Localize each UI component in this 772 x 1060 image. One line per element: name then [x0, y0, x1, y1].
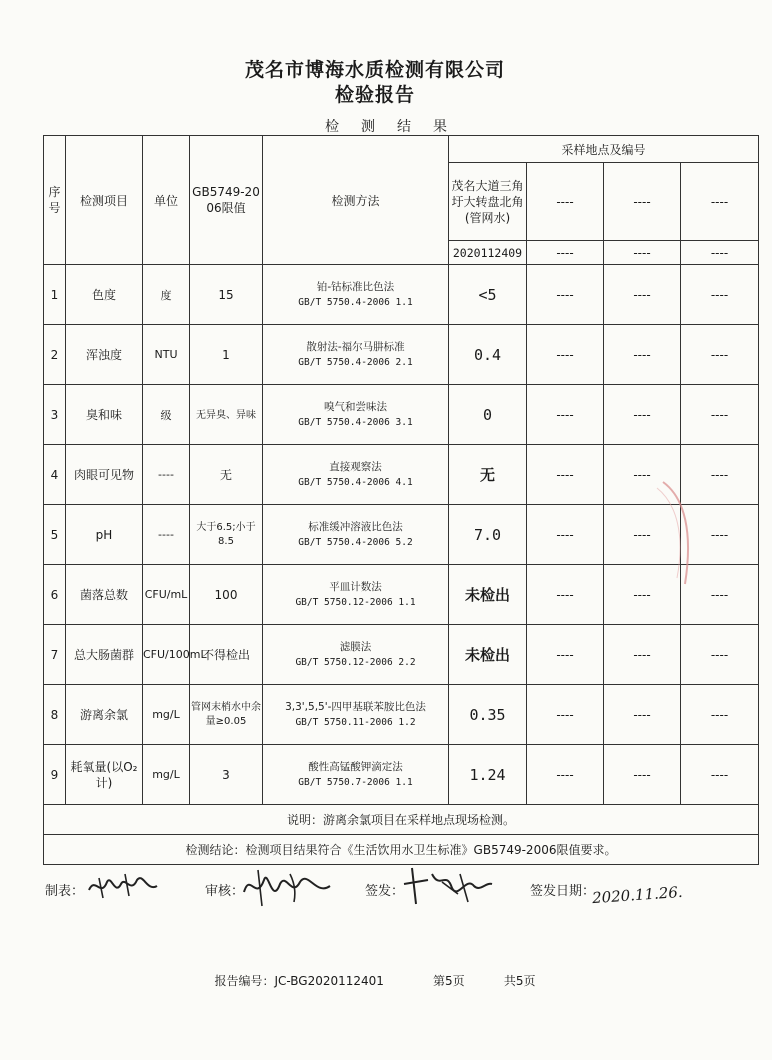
row-method [263, 445, 449, 505]
row-other-result: ---- [681, 505, 759, 565]
row-other-result: ---- [681, 685, 759, 745]
table-row [44, 685, 759, 745]
site-code-1: 2020112409 [449, 241, 527, 265]
row-limit: 100 [190, 565, 263, 625]
table-row [44, 265, 759, 325]
row-other-result: ---- [604, 505, 681, 565]
reviewed-signature [238, 862, 348, 910]
row-result: 0 [449, 385, 527, 445]
row-method [263, 625, 449, 685]
row-other-result: ---- [604, 325, 681, 385]
row-limit: 无异臭、异味 [190, 385, 263, 445]
row-limit: 管网末梢水中余量≥0.05 [190, 685, 263, 745]
row-other-result: ---- [681, 625, 759, 685]
row-result: 未检出 [449, 565, 527, 625]
row-unit: mg/L [143, 685, 190, 745]
col-header-seq: 序号 [44, 136, 66, 265]
row-other-result: ---- [681, 325, 759, 385]
site-code-3: ---- [604, 241, 681, 265]
col-header-item: 检测项目 [66, 136, 143, 265]
row-result: 7.0 [449, 505, 527, 565]
row-seq: 2 [44, 325, 66, 385]
row-method [263, 505, 449, 565]
row-method [263, 565, 449, 625]
table-row [44, 745, 759, 805]
row-method [263, 745, 449, 805]
results-table [43, 135, 759, 865]
method-name: 滤膜法 [339, 640, 372, 653]
row-other-result: ---- [527, 505, 604, 565]
row-other-result: ---- [527, 325, 604, 385]
row-limit: 大于6.5;小于8.5 [190, 505, 263, 565]
row-item: 菌落总数 [66, 565, 143, 625]
site-code-4: ---- [681, 241, 759, 265]
page-number: 第5页 [433, 974, 465, 988]
row-result: 1.24 [449, 745, 527, 805]
row-seq: 4 [44, 445, 66, 505]
row-other-result: ---- [527, 445, 604, 505]
row-unit: 级 [143, 385, 190, 445]
site-name-3: ---- [604, 163, 681, 241]
site-code-2: ---- [527, 241, 604, 265]
row-other-result: ---- [604, 685, 681, 745]
report-title: 检验报告 [334, 84, 415, 106]
row-unit: CFU/mL [143, 565, 190, 625]
prepared-by-label: 制表： [45, 884, 85, 899]
row-other-result: ---- [604, 265, 681, 325]
method-standard: GB/T 5750.4-2006 3.1 [298, 416, 413, 428]
seal-stamp-fragment [655, 478, 695, 588]
method-name: 酸性高锰酸钾滴定法 [308, 760, 403, 773]
col-header-limit: GB5749-2006限值 [190, 136, 263, 265]
row-method [263, 385, 449, 445]
row-other-result: ---- [681, 265, 759, 325]
row-method [263, 265, 449, 325]
site-name-4: ---- [681, 163, 759, 241]
row-seq: 1 [44, 265, 66, 325]
note: 说明：游离余氯项目在采样地点现场检测。 [44, 805, 759, 835]
table-row [44, 505, 759, 565]
reviewed-by-label: 审核： [205, 884, 245, 899]
row-seq: 8 [44, 685, 66, 745]
method-standard: GB/T 5750.4-2006 4.1 [298, 476, 413, 488]
table-row [44, 625, 759, 685]
row-result: <5 [449, 265, 527, 325]
table-row [44, 385, 759, 445]
row-seq: 7 [44, 625, 66, 685]
method-name: 3,3',5,5'-四甲基联苯胺比色法 [285, 700, 426, 713]
row-other-result: ---- [681, 565, 759, 625]
method-standard: GB/T 5750.7-2006 1.1 [298, 776, 413, 788]
row-other-result: ---- [527, 265, 604, 325]
site-name-2: ---- [527, 163, 604, 241]
table-row [44, 445, 759, 505]
row-other-result: ---- [527, 565, 604, 625]
row-limit: 1 [190, 325, 263, 385]
row-other-result: ---- [604, 565, 681, 625]
conclusion: 检测结论：检测项目结果符合《生活饮用水卫生标准》GB5749-2006限值要求。 [44, 835, 759, 865]
row-limit: 不得检出 [190, 625, 263, 685]
row-other-result: ---- [604, 745, 681, 805]
col-header-method: 检测方法 [263, 136, 449, 265]
method-name: 平皿计数法 [329, 580, 382, 593]
row-other-result: ---- [604, 625, 681, 685]
method-standard: GB/T 5750.4-2006 5.2 [298, 536, 413, 548]
row-other-result: ---- [527, 745, 604, 805]
row-other-result: ---- [681, 445, 759, 505]
row-other-result: ---- [604, 385, 681, 445]
issue-date-label: 签发日期： [530, 884, 596, 899]
row-limit: 3 [190, 745, 263, 805]
row-seq: 9 [44, 745, 66, 805]
method-name: 直接观察法 [329, 460, 382, 473]
row-other-result: ---- [604, 445, 681, 505]
issue-date-value: 2020.11.26. [591, 882, 684, 908]
row-result: 无 [449, 445, 527, 505]
row-unit: CFU/100mL [143, 625, 190, 685]
method-name: 标准缓冲溶液比色法 [308, 520, 403, 533]
row-result: 未检出 [449, 625, 527, 685]
row-seq: 5 [44, 505, 66, 565]
row-unit: ---- [143, 445, 190, 505]
method-name: 嗅气和尝味法 [324, 400, 387, 413]
row-item: 色度 [66, 265, 143, 325]
row-item: 浑浊度 [66, 325, 143, 385]
company-name: 茂名市博海水质检测有限公司 [244, 59, 505, 81]
row-other-result: ---- [681, 745, 759, 805]
report-number: 报告编号：JC-BG2020112401 [214, 974, 384, 988]
row-other-result: ---- [681, 385, 759, 445]
row-other-result: ---- [527, 385, 604, 445]
method-standard: GB/T 5750.4-2006 1.1 [298, 296, 413, 308]
row-other-result: ---- [527, 625, 604, 685]
row-limit: 15 [190, 265, 263, 325]
col-header-sampling: 采样地点及编号 [449, 136, 759, 163]
issued-signature [398, 860, 498, 910]
row-unit: 度 [143, 265, 190, 325]
row-method [263, 325, 449, 385]
method-standard: GB/T 5750.12-2006 2.2 [295, 656, 416, 668]
col-header-unit: 单位 [143, 136, 190, 265]
row-result: 0.35 [449, 685, 527, 745]
row-method [263, 685, 449, 745]
method-standard: GB/T 5750.4-2006 2.1 [298, 356, 413, 368]
row-seq: 6 [44, 565, 66, 625]
method-name: 铂-钴标准比色法 [316, 280, 395, 293]
row-item: 臭和味 [66, 385, 143, 445]
section-title: 检测结果 [325, 119, 469, 135]
row-item: 肉眼可见物 [66, 445, 143, 505]
page-total: 共5页 [503, 974, 536, 988]
row-result: 0.4 [449, 325, 527, 385]
method-name: 散射法-福尔马肼标准 [306, 340, 405, 353]
prepared-signature [85, 868, 165, 904]
row-item: pH [66, 505, 143, 565]
row-unit: NTU [143, 325, 190, 385]
method-standard: GB/T 5750.12-2006 1.1 [295, 596, 416, 608]
site-name-1: 茂名大道三角圩大转盘北角(管网水) [449, 163, 527, 241]
table-row [44, 565, 759, 625]
table-row [44, 325, 759, 385]
row-seq: 3 [44, 385, 66, 445]
issued-by-label: 签发： [365, 884, 405, 899]
method-standard: GB/T 5750.11-2006 1.2 [295, 716, 416, 728]
row-unit: ---- [143, 505, 190, 565]
row-unit: mg/L [143, 745, 190, 805]
row-other-result: ---- [527, 685, 604, 745]
row-item: 游离余氯 [66, 685, 143, 745]
footer [0, 972, 750, 989]
row-limit: 无 [190, 445, 263, 505]
row-item: 耗氧量(以O₂计) [66, 745, 143, 805]
row-item: 总大肠菌群 [66, 625, 143, 685]
